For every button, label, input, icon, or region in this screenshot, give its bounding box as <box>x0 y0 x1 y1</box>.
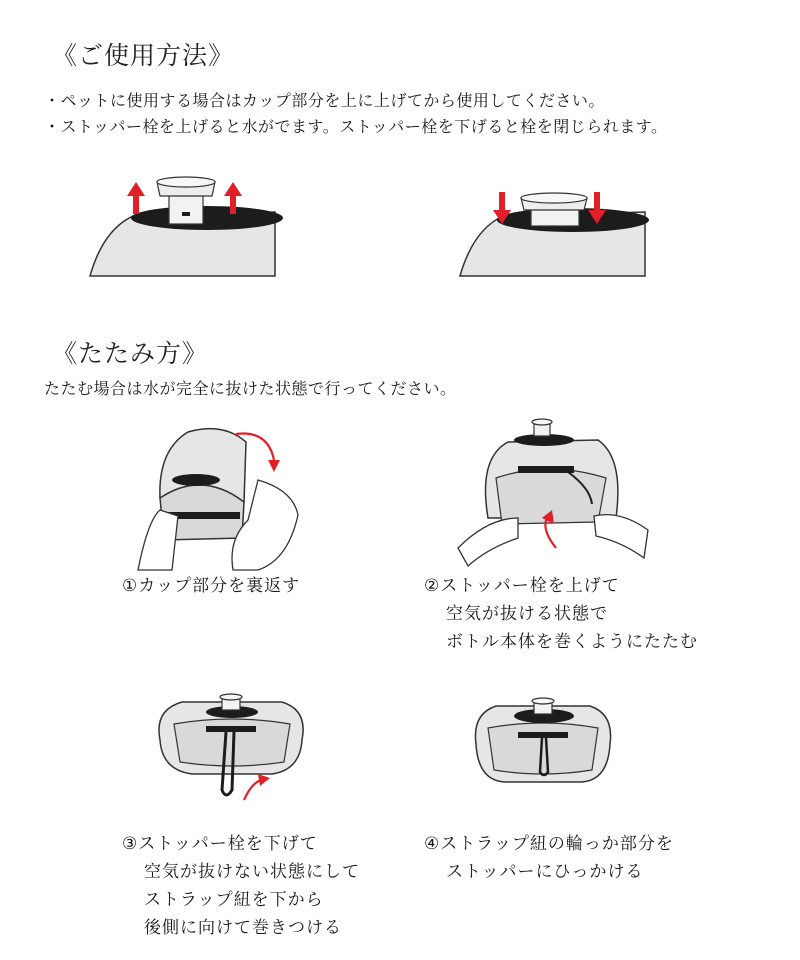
step2-illustration <box>448 418 658 568</box>
step4-illustration <box>468 694 618 794</box>
step3-caption <box>122 830 360 942</box>
step4-line-1: ④ストラップ紐の輪っか部分を <box>424 834 674 854</box>
arrow-up-icon <box>127 182 145 214</box>
step1-line-1: ①カップ部分を裏返す <box>122 576 301 596</box>
stopper-up-illustration <box>85 168 285 278</box>
stopper-down-illustration <box>455 168 655 278</box>
step3-line-1: ③ストッパー栓を下げて <box>122 834 318 854</box>
step2-line-3: ボトル本体を巻くようにたたむ <box>446 632 698 652</box>
usage-bullet-1: ・ペットに使用する場合はカップ部分を上に上げてから使用してください。 <box>44 91 605 110</box>
folding-heading: 《たたみ方》 <box>52 339 209 368</box>
step4-caption <box>424 830 674 886</box>
step2-caption <box>424 572 698 656</box>
step3-line-2: 空気が抜けない状態にして <box>144 862 360 882</box>
step3-line-3: ストラップ紐を下から <box>144 890 324 910</box>
folding-intro: たたむ場合は水が完全に抜けた状態で行ってください。 <box>44 379 457 398</box>
step1-caption <box>122 572 300 600</box>
arrow-curve-icon <box>268 460 280 472</box>
usage-heading: 《ご使用方法》 <box>52 41 235 70</box>
arrow-curve-icon <box>258 774 270 786</box>
usage-bullet-2: ・ストッパー栓を上げると水がでます。ストッパー栓を下げると栓を閉じられます。 <box>44 117 668 136</box>
step4-line-2: ストッパーにひっかける <box>446 862 644 882</box>
step1-illustration <box>118 420 318 570</box>
step3-illustration <box>152 690 312 810</box>
step3-line-4: 後側に向けて巻きつける <box>144 918 342 938</box>
step2-line-2: 空気が抜ける状態で <box>446 604 608 624</box>
step2-line-1: ②ストッパー栓を上げて <box>424 576 620 596</box>
